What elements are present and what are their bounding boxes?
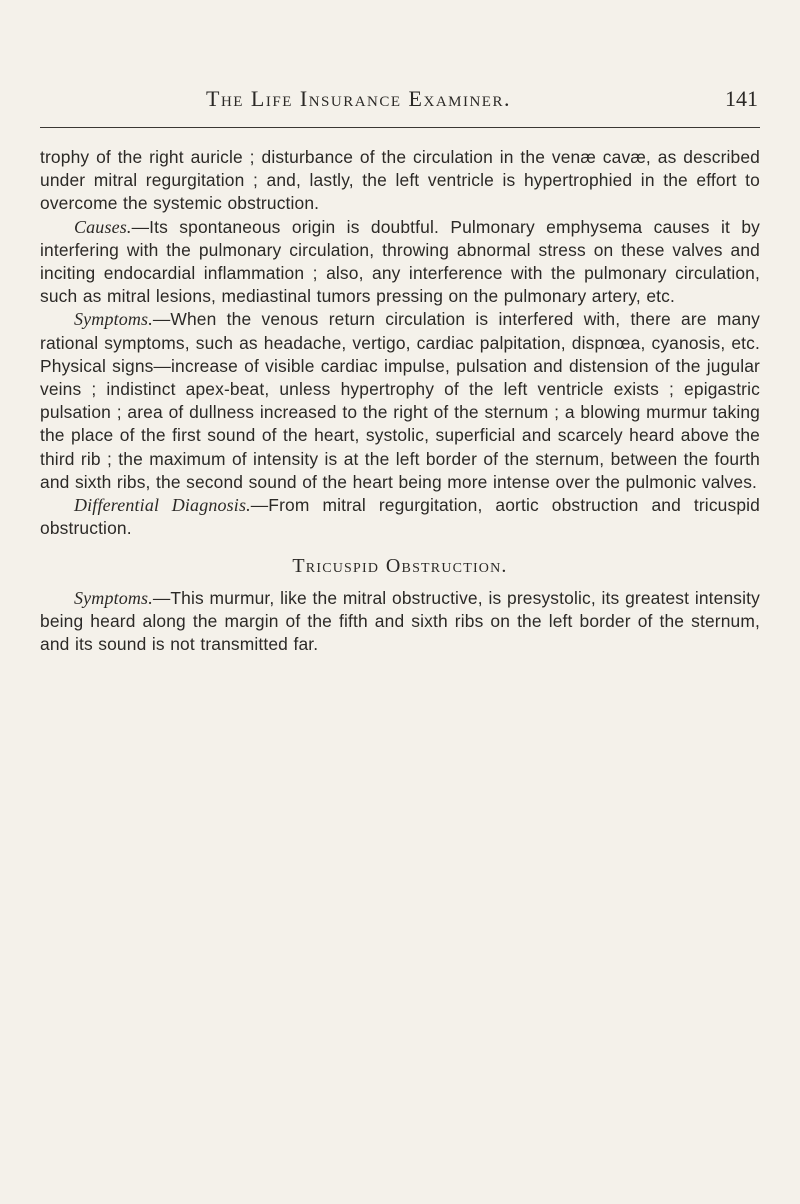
continuation-text: trophy of the right auricle ; disturbance of the circulation in the venæ cavæ, as described under mitral regurgitation ; and, lastly, the left ventricle is hypertrophied in the effort to overcome the systemic obstruction.	[40, 147, 760, 214]
diagnosis-paragraph	[40, 494, 760, 540]
running-title: The Life Insurance Examiner.	[206, 86, 511, 111]
section-symptoms-paragraph	[40, 587, 760, 657]
section-heading: Tricuspid Obstruction.	[292, 555, 508, 578]
running-head	[40, 86, 760, 120]
section-symptoms-text: —This murmur, like the mitral obstructive, is presystolic, its greatest intensity being heard along the margin of the fifth and sixth ribs on the left border of the sternum, and its sound is not transmitted far.	[40, 587, 760, 655]
diagnosis-text: —From mitral regurgitation, aortic obstruction and tricuspid obstruction.	[40, 495, 760, 539]
body-text	[40, 146, 760, 656]
causes-paragraph	[40, 216, 760, 309]
symptoms-text: —When the venous return circulation is interfered with, there are many rational symptoms, such as headache, vertigo, cardiac palpitation, dispnœa, cyanosis, etc. Physical signs—increase of visible cardiac impulse, pulsation and distension of the jugular veins ; indistinct apex-beat, unless hypertrophy of the left ventricle exists ; epigastric pulsation ; area of dullness increased to the right of the sternum ; a blowing murmur taking the place of the first sound of the heart, systolic, superficial and scarcely heard above the third rib ; the maximum of intensity is at the left border of the sternum, between the fourth and sixth ribs, the second sound of the heart being more intense over the pulmonic valves.	[40, 309, 760, 492]
diagnosis-label: Differential Diagnosis.	[74, 495, 251, 516]
symptoms-label: Symptoms.	[74, 309, 153, 330]
symptoms-paragraph	[40, 308, 760, 494]
causes-label: Causes.	[74, 216, 132, 237]
continuation-paragraph	[40, 146, 760, 216]
header-rule	[40, 127, 760, 128]
page-number: 141	[725, 86, 758, 111]
section-symptoms-label: Symptoms.	[74, 587, 153, 608]
causes-text: —Its spontaneous origin is doubtful. Pulmonary emphysema causes it by interfering with the pulmonary circulation, throwing abnormal stress on these valves and inciting endocardial inflammation ; also, any interference with the pulmonary circulation, such as mitral lesions, mediastinal tumors pressing on the pulmonary artery, etc.	[40, 216, 760, 307]
